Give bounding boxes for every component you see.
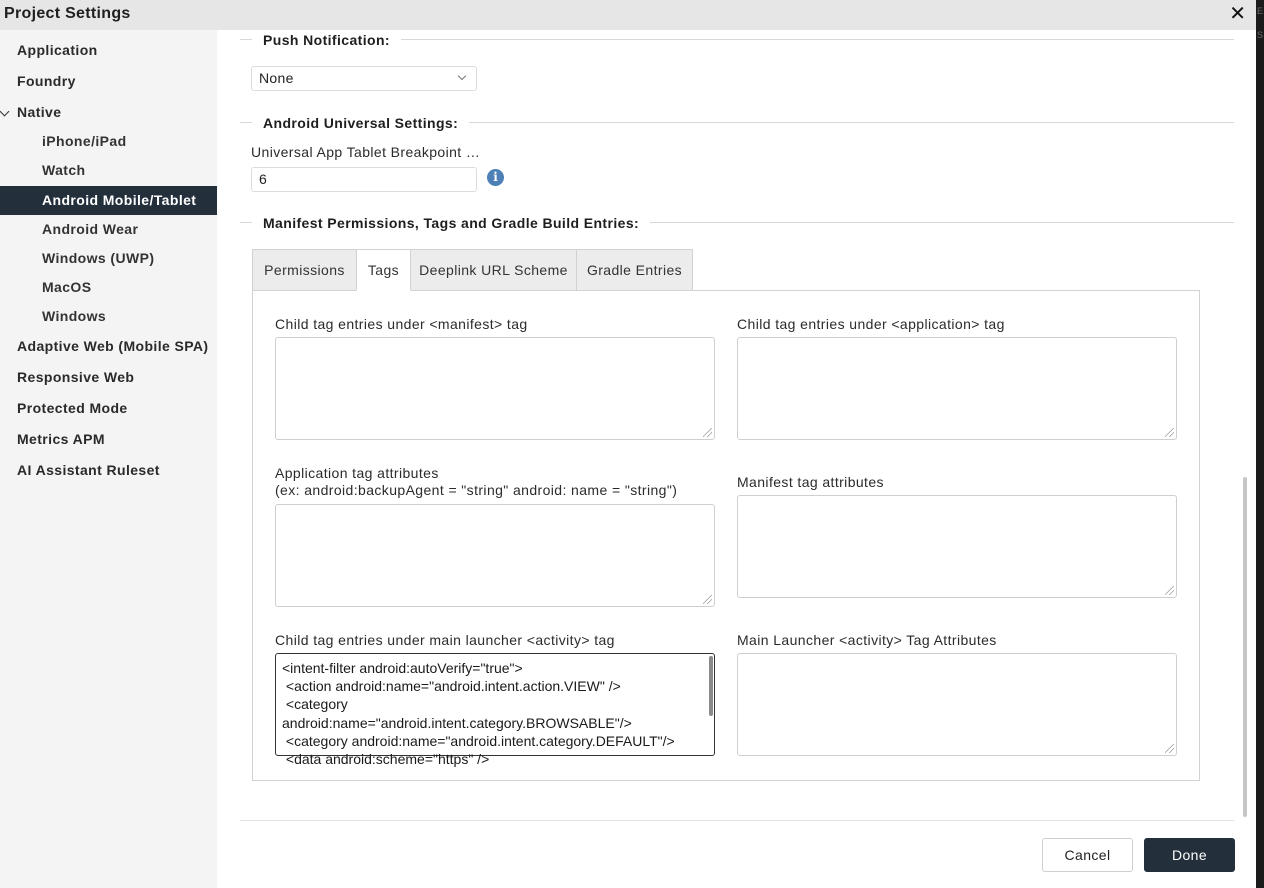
sidebar-item-android-mobile-tablet[interactable]: Android Mobile/Tablet [0,186,217,215]
manifest-attrs-label: Manifest tag attributes [737,474,884,490]
android-universal-section [240,113,1234,133]
tab-gradle-entries[interactable]: Gradle Entries [576,249,693,291]
tab-permissions[interactable]: Permissions [252,249,357,291]
sidebar-item-responsive-web[interactable]: Responsive Web [17,369,135,385]
footer-divider [240,820,1234,821]
cancel-button[interactable]: Cancel [1042,838,1133,872]
resize-handle-icon[interactable] [703,595,712,604]
launcher-child-label: Child tag entries under main launcher <activity> tag [275,632,615,648]
close-icon[interactable]: ✕ [1229,3,1246,25]
panel-scrollbar[interactable] [1243,477,1247,817]
tab-tags[interactable]: Tags [356,249,411,291]
manifest-attrs-textarea[interactable] [737,495,1177,598]
resize-handle-icon[interactable] [1165,586,1174,595]
application-attrs-textarea[interactable] [275,504,715,607]
chevron-down-icon [0,107,9,117]
tablet-breakpoint-input[interactable]: 6 [251,167,477,192]
info-icon[interactable]: i [487,169,504,186]
select-value: None [259,70,294,86]
sidebar-item-iphone-ipad[interactable]: iPhone/iPad [42,133,127,149]
title-bar [0,0,1256,30]
sidebar-item-application[interactable]: Application [17,42,98,58]
push-notification-select[interactable] [251,66,477,91]
launcher-child-textarea[interactable] [275,653,715,768]
sidebar-item-macos[interactable]: MacOS [42,279,92,295]
background-text-fragment: S [1257,30,1264,40]
launcher-attrs-label: Main Launcher <activity> Tag Attributes [737,632,997,648]
tags-panel [252,290,1200,781]
tablet-breakpoint-label: Universal App Tablet Breakpoint … [251,144,481,160]
sidebar-item-android-wear[interactable]: Android Wear [42,221,139,237]
sidebar-item-windows-uwp[interactable]: Windows (UWP) [42,250,155,266]
sidebar [0,30,217,888]
manifest-section [240,213,1234,233]
resize-handle-icon[interactable] [703,428,712,437]
section-heading: Manifest Permissions, Tags and Gradle Build Entries: [252,213,650,233]
sidebar-item-native[interactable] [0,98,217,127]
push-notification-section [240,30,1234,50]
application-attrs-label: Application tag attributes [275,465,439,481]
sidebar-item-windows[interactable]: Windows [42,308,107,324]
sidebar-item-label: Native [17,104,62,120]
sidebar-item-protected-mode[interactable]: Protected Mode [17,400,128,416]
section-heading: Android Universal Settings: [252,113,469,133]
section-heading: Push Notification: [252,30,401,50]
sidebar-item-ai-assistant-ruleset[interactable]: AI Assistant Ruleset [17,462,160,478]
sidebar-item-foundry[interactable]: Foundry [17,73,76,89]
sidebar-item-watch[interactable]: Watch [42,162,86,178]
settings-panel [217,30,1256,888]
application-attrs-hint: (ex: android:backupAgent = "string" android: name = "string") [275,482,678,498]
background-text-fragment: E [1257,6,1264,16]
dialog-title: Project Settings [4,5,131,22]
chevron-down-icon [458,72,466,80]
resize-handle-icon[interactable] [1165,428,1174,437]
textarea-value: <intent-filter android:autoVerify="true"> <action android:name="android.intent.action.VIEW" /> <category android:name="android.intent.category.BROWSABLE"/> <category android:name="android.intent.category.DEFAULT"/> <data android:scheme="https" /> [282,660,675,768]
application-child-textarea[interactable] [737,337,1177,440]
textarea-scrollbar[interactable] [709,656,713,716]
manifest-child-textarea[interactable] [275,337,715,440]
launcher-attrs-textarea[interactable] [737,653,1177,756]
done-button[interactable]: Done [1144,838,1235,872]
resize-handle-icon[interactable] [1165,744,1174,753]
sidebar-item-adaptive-web[interactable]: Adaptive Web (Mobile SPA) [17,338,209,354]
manifest-child-label: Child tag entries under <manifest> tag [275,316,528,332]
sidebar-item-metrics-apm[interactable]: Metrics APM [17,431,105,447]
application-child-label: Child tag entries under <application> tag [737,316,1005,332]
tab-deeplink-url-scheme[interactable]: Deeplink URL Scheme [410,249,577,291]
